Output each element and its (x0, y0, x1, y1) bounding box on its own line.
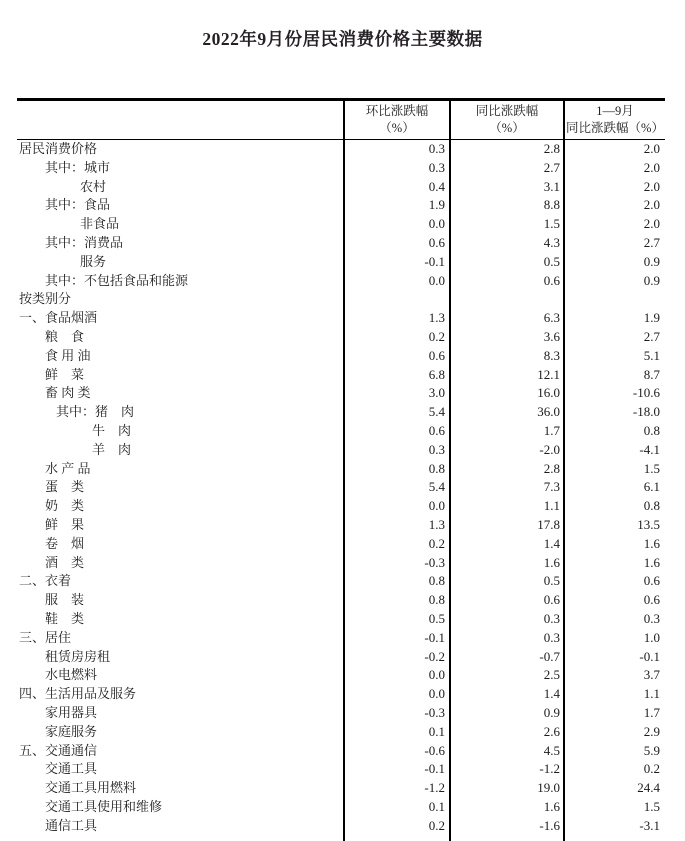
value-ytd: 3.7 (563, 666, 665, 685)
row-label: 按类别分 (19, 291, 72, 307)
value-yoy: 12.1 (449, 366, 563, 385)
table-row (17, 572, 665, 591)
table-row (17, 648, 665, 667)
value-ytd: 8.7 (563, 366, 665, 385)
value-mom: 0.8 (343, 572, 449, 591)
table-row (17, 742, 665, 761)
value-ytd: 5.9 (563, 742, 665, 761)
value-mom: 0.2 (343, 817, 449, 836)
header-yoy-line1: 同比涨跌幅 (475, 104, 539, 118)
value-mom: 0.0 (343, 497, 449, 516)
table-row (17, 779, 665, 798)
value-mom: 0.6 (343, 234, 449, 253)
value-mom: 0.0 (343, 666, 449, 685)
table-row (17, 347, 665, 366)
value-mom: -0.1 (343, 760, 449, 779)
value-yoy: 1.5 (449, 215, 563, 234)
value-yoy: 1.4 (449, 535, 563, 554)
value-ytd: 2.0 (563, 196, 665, 215)
table-row (17, 760, 665, 779)
value-ytd: -3.1 (563, 817, 665, 836)
header-mom-cell (343, 101, 449, 139)
value-yoy: 7.3 (449, 478, 563, 497)
table-row (17, 384, 665, 403)
value-ytd: 0.6 (563, 591, 665, 610)
value-ytd: 1.6 (563, 535, 665, 554)
value-mom: 0.8 (343, 460, 449, 479)
row-label: 非食品 (80, 216, 120, 232)
value-ytd: 1.7 (563, 704, 665, 723)
table-row (17, 798, 665, 817)
table-row (17, 460, 665, 479)
value-mom: -0.3 (343, 554, 449, 573)
value-mom: 1.3 (343, 309, 449, 328)
value-yoy: 0.6 (449, 272, 563, 291)
value-yoy: 0.5 (449, 253, 563, 272)
table-row (17, 516, 665, 535)
header-mom-line1: 环比涨跌幅 (365, 104, 429, 118)
row-label: 卷 烟 (45, 535, 85, 551)
value-ytd: 6.1 (563, 478, 665, 497)
value-ytd: -10.6 (563, 384, 665, 403)
header-ytd-cell (563, 101, 665, 139)
value-ytd: 0.6 (563, 572, 665, 591)
value-mom (343, 290, 449, 309)
row-label: 交通工具使用和维修 (45, 798, 163, 814)
value-yoy: 3.1 (449, 178, 563, 197)
value-mom: 0.3 (343, 441, 449, 460)
header-yoy-cell (449, 101, 563, 139)
value-mom: 0.3 (343, 140, 449, 159)
value-mom: 0.0 (343, 685, 449, 704)
table-row (17, 666, 665, 685)
value-mom: 0.1 (343, 798, 449, 817)
value-mom: 0.3 (343, 159, 449, 178)
value-yoy: 1.4 (449, 685, 563, 704)
value-mom: -0.6 (343, 742, 449, 761)
row-label: 租赁房房租 (45, 648, 111, 664)
value-mom: -1.2 (343, 779, 449, 798)
table-row (17, 478, 665, 497)
value-yoy: -1.2 (449, 760, 563, 779)
row-label: 其中：消费品 (45, 234, 124, 250)
value-yoy: -2.0 (449, 441, 563, 460)
value-ytd: -18.0 (563, 403, 665, 422)
value-yoy: 1.6 (449, 554, 563, 573)
row-label: 二、衣着 (19, 573, 72, 589)
value-ytd: -4.1 (563, 441, 665, 460)
table-row (17, 441, 665, 460)
table-header-row (17, 98, 665, 140)
value-ytd: 2.7 (563, 234, 665, 253)
row-label: 粮 食 (45, 328, 85, 344)
table-row (17, 328, 665, 347)
value-mom: 1.9 (343, 196, 449, 215)
row-label: 其中：城市 (45, 159, 111, 175)
value-mom: -0.1 (343, 253, 449, 272)
value-mom: 0.1 (343, 723, 449, 742)
row-label: 农村 (80, 178, 107, 194)
value-ytd: 24.4 (563, 779, 665, 798)
value-ytd: 1.9 (563, 309, 665, 328)
value-ytd: 0.9 (563, 253, 665, 272)
value-ytd: 1.6 (563, 554, 665, 573)
page (0, 26, 685, 838)
value-ytd: 0.2 (563, 760, 665, 779)
value-mom: -0.3 (343, 704, 449, 723)
row-label: 居民消费价格 (19, 141, 98, 156)
table-row (17, 178, 665, 197)
value-ytd: 0.3 (563, 610, 665, 629)
value-mom: 0.6 (343, 422, 449, 441)
row-label: 三、居住 (19, 629, 72, 645)
row-label: 一、食品烟酒 (19, 310, 98, 326)
table-row (17, 215, 665, 234)
row-label: 交通工具 (45, 761, 98, 777)
table-row (17, 366, 665, 385)
value-yoy: 2.8 (449, 460, 563, 479)
value-yoy (449, 290, 563, 309)
header-mom-line2: （%） (379, 121, 415, 135)
value-yoy: 8.8 (449, 196, 563, 215)
row-label: 畜 肉 类 (45, 385, 91, 401)
row-label: 鲜 菜 (45, 366, 85, 382)
row-label: 服 装 (45, 592, 85, 608)
table-row (17, 309, 665, 328)
row-label: 水 产 品 (45, 460, 91, 476)
value-yoy: 6.3 (449, 309, 563, 328)
page-title: 2022年9月份居民消费价格主要数据 (202, 29, 483, 49)
value-yoy: 17.8 (449, 516, 563, 535)
table-row (17, 629, 665, 648)
value-yoy: -0.7 (449, 648, 563, 667)
filler-cell (563, 835, 665, 841)
value-yoy: 4.5 (449, 742, 563, 761)
value-ytd: 5.1 (563, 347, 665, 366)
row-label: 四、生活用品及服务 (19, 686, 137, 702)
row-label: 交通工具用燃料 (45, 780, 137, 796)
value-mom: 0.8 (343, 591, 449, 610)
row-label: 通信工具 (45, 817, 98, 833)
row-label: 其中：不包括食品和能源 (45, 272, 189, 288)
value-ytd: 1.0 (563, 629, 665, 648)
value-mom: -0.1 (343, 629, 449, 648)
value-ytd: 2.0 (563, 159, 665, 178)
value-mom: 5.4 (343, 403, 449, 422)
row-label: 食 用 油 (45, 347, 91, 363)
value-yoy: 0.3 (449, 629, 563, 648)
table-row (17, 535, 665, 554)
table-row (17, 290, 665, 309)
table-row (17, 610, 665, 629)
header-ytd-line1: 1—9月 (596, 104, 634, 118)
table-row (17, 817, 665, 836)
value-mom: -0.2 (343, 648, 449, 667)
filler-cell (17, 835, 343, 841)
value-ytd: 0.9 (563, 272, 665, 291)
value-ytd: 0.8 (563, 497, 665, 516)
value-mom: 0.6 (343, 347, 449, 366)
table-row (17, 253, 665, 272)
value-mom: 6.8 (343, 366, 449, 385)
row-label: 其中：食品 (45, 197, 111, 213)
header-ytd-line2: 同比涨跌幅（%） (566, 121, 664, 135)
value-yoy: 0.5 (449, 572, 563, 591)
table-row (17, 272, 665, 291)
table-row (17, 497, 665, 516)
value-ytd: 2.0 (563, 140, 665, 159)
table-row (17, 196, 665, 215)
value-yoy: 1.6 (449, 798, 563, 817)
table-body (17, 140, 665, 841)
value-ytd: 1.5 (563, 798, 665, 817)
table-row (17, 159, 665, 178)
value-yoy: 0.3 (449, 610, 563, 629)
filler-cell (343, 835, 449, 841)
value-yoy: 1.7 (449, 422, 563, 441)
value-yoy: 2.6 (449, 723, 563, 742)
value-yoy: 2.7 (449, 159, 563, 178)
filler-cell (449, 835, 563, 841)
value-mom: 5.4 (343, 478, 449, 497)
row-label: 服务 (80, 253, 107, 269)
value-mom: 1.3 (343, 516, 449, 535)
header-blank-cell (17, 101, 343, 139)
table-row (17, 704, 665, 723)
row-label: 其中：猪 肉 (56, 404, 135, 420)
header-yoy-line2: （%） (489, 121, 525, 135)
value-ytd: -0.1 (563, 648, 665, 667)
value-mom: 3.0 (343, 384, 449, 403)
table-row (17, 554, 665, 573)
value-ytd: 13.5 (563, 516, 665, 535)
value-yoy: 2.5 (449, 666, 563, 685)
row-label: 家庭服务 (45, 723, 98, 739)
table-row (17, 403, 665, 422)
value-ytd (563, 290, 665, 309)
value-ytd: 2.0 (563, 178, 665, 197)
cpi-table (17, 98, 665, 841)
row-label: 水电燃料 (45, 667, 98, 683)
row-label: 五、交通通信 (19, 742, 98, 758)
table-row (17, 685, 665, 704)
table-row (17, 140, 665, 159)
value-yoy: 3.6 (449, 328, 563, 347)
value-yoy: 0.6 (449, 591, 563, 610)
value-ytd: 2.0 (563, 215, 665, 234)
value-mom: 0.2 (343, 535, 449, 554)
value-mom: 0.4 (343, 178, 449, 197)
value-yoy: 2.8 (449, 140, 563, 159)
row-label: 鞋 类 (45, 610, 85, 626)
value-ytd: 1.1 (563, 685, 665, 704)
value-mom: 0.0 (343, 215, 449, 234)
table-filler-row (17, 835, 665, 841)
row-label: 酒 类 (45, 554, 85, 570)
value-yoy: -1.6 (449, 817, 563, 836)
row-label: 羊 肉 (92, 441, 132, 457)
value-ytd: 1.5 (563, 460, 665, 479)
value-yoy: 0.9 (449, 704, 563, 723)
row-label: 蛋 类 (45, 479, 85, 495)
value-yoy: 4.3 (449, 234, 563, 253)
value-ytd: 2.9 (563, 723, 665, 742)
value-yoy: 8.3 (449, 347, 563, 366)
value-mom: 0.2 (343, 328, 449, 347)
row-label: 家用器具 (45, 704, 98, 720)
value-yoy: 19.0 (449, 779, 563, 798)
table-row (17, 422, 665, 441)
value-mom: 0.5 (343, 610, 449, 629)
value-yoy: 16.0 (449, 384, 563, 403)
value-ytd: 0.8 (563, 422, 665, 441)
row-label: 鲜 果 (45, 516, 85, 532)
table-row (17, 234, 665, 253)
table-row (17, 723, 665, 742)
value-yoy: 1.1 (449, 497, 563, 516)
table-row (17, 591, 665, 610)
value-ytd: 2.7 (563, 328, 665, 347)
row-label: 牛 肉 (92, 422, 132, 438)
value-mom: 0.0 (343, 272, 449, 291)
row-label: 奶 类 (45, 498, 85, 514)
value-yoy: 36.0 (449, 403, 563, 422)
